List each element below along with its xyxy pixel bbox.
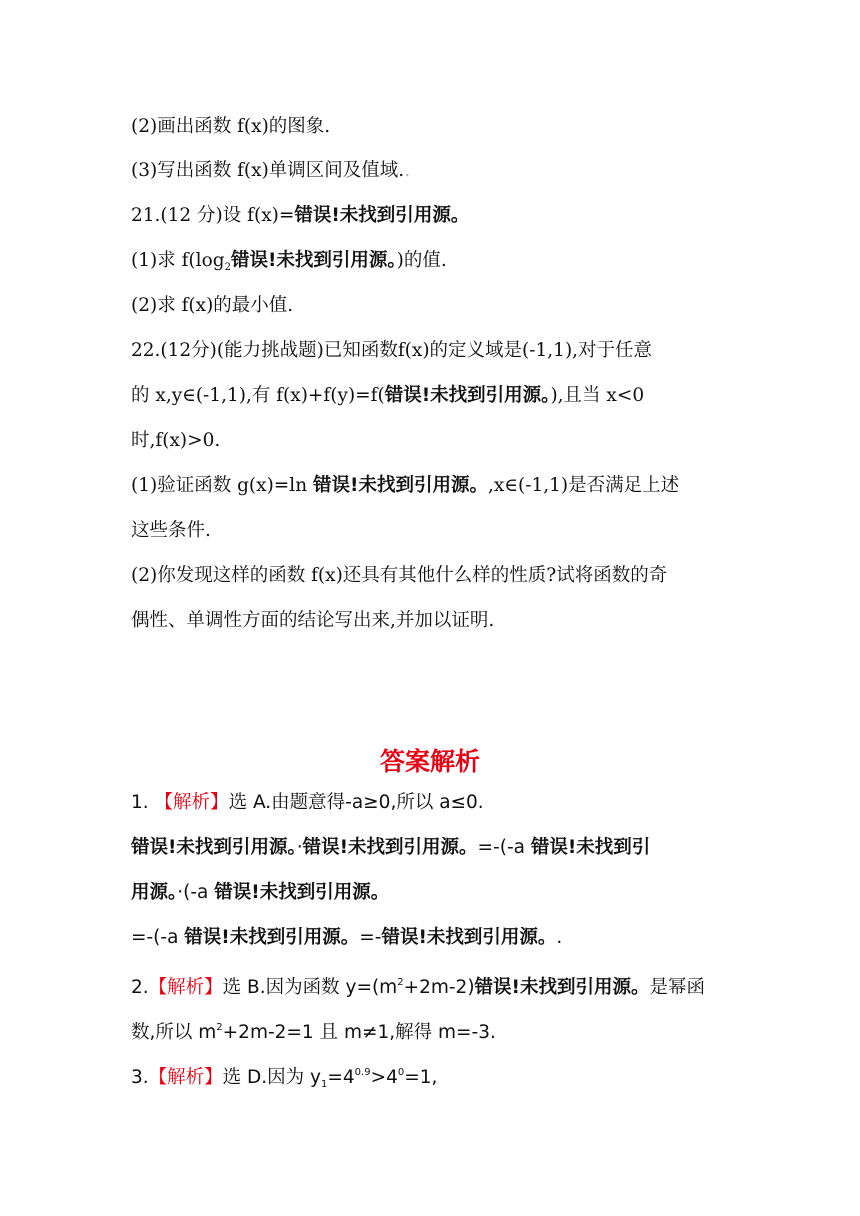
answer-1 [131,790,731,816]
answer-1-line4 [131,925,731,951]
analysis-tag: 【解析】 [148,1067,223,1088]
exponent: 2 [216,1022,223,1033]
analysis-tag: 【解析】 [148,977,223,998]
q22-part2-line1 [131,563,731,589]
answer-3-number: 3. [131,1067,149,1088]
q22-part1-pre: (1)验证函数 g(x)=ln [131,475,314,496]
q21-part1-pre: (1)求 f(log [131,250,225,271]
answer-1-dot: · [296,837,303,858]
q22-line1-text: 22.(12分)(能力挑战题)已知函数f(x)的定义域是(-1,1),对于任意 [131,340,653,361]
q22-part1-line2-text: 这些条件. [131,520,211,541]
q21-part2 [131,293,731,319]
exponent: 0.9 [354,1067,371,1078]
ref-error: 错误!未找到引用源。 [384,385,551,406]
answer-1-expr4: =- [359,927,382,948]
q22-part2-line2-text: 偶性、单调性方面的结论写出来,并加以证明. [131,610,495,631]
q21-part1 [131,248,731,281]
q22-line2-post: ),且当 x<0 [550,385,645,406]
q21-part1-post: )的值. [396,250,447,271]
q21-heading [131,203,731,229]
answer-1-text: 选 A.由题意得-a≥0,所以 a≤0. [228,792,484,813]
answer-2-line2-pre: 数,所以 m [131,1022,217,1043]
subscript: 1 [321,1079,328,1090]
answer-3-pre: 选 D.因为 y [222,1067,322,1088]
answer-2 [131,970,731,1001]
answer-1-number: 1. [131,792,155,813]
answer-3-mid2: >4 [370,1067,398,1088]
q22-line3 [131,428,731,454]
q22-part1-post: ,x∈(-1,1)是否满足上述 [487,475,680,496]
ref-error: 错误!未找到引用源。 [294,205,470,226]
q22-part1-line2 [131,518,731,544]
q22-line2 [131,383,731,409]
ref-error: 错误!未找到引用源。 [313,475,488,496]
answer-3-post: =1, [404,1067,438,1088]
q21-heading-text: 21.(12 分)设 f(x)= [131,205,295,226]
q20-part3-text: (3)写出函数 f(x)单调区间及值域. [131,160,405,181]
q22-line2-pre: 的 x,y∈(-1,1),有 f(x)+f(y)=f( [131,385,385,406]
answer-2-text-pre: 选 B.因为函数 y=(m [222,977,398,998]
answer-1-end: . [556,927,563,948]
q22-part1 [131,473,731,499]
answer-1-expr2: ·(-a [177,882,215,903]
answer-2-line2 [131,1015,731,1046]
q21-part2-text: (2)求 f(x)的最小值. [131,295,294,316]
answer-2-tail: 是幂函 [649,977,706,998]
log-base: 2 [224,262,231,273]
answer-1-expr3: =-(-a [131,927,185,948]
answer-3-mid: =4 [327,1067,355,1088]
analysis-tag: 【解析】 [154,792,229,813]
q22-line1 [131,338,731,364]
q20-part3 [131,158,731,184]
answer-2-number: 2. [131,977,149,998]
answer-1-line3 [131,880,731,906]
q20-part2-text: (2)画出函数 f(x)的图象. [131,116,331,137]
ref-error: 错误!未找到引用源。 [214,882,390,903]
ref-error: 错误!未找到引用源。 [184,927,360,948]
q20-part2 [131,114,731,140]
exponent: 2 [397,977,404,988]
ref-error: 错误!未找到引用源。 [131,837,297,858]
ref-error: 错误!未找到引 [530,837,651,858]
q22-part2-line1-text: (2)你发现这样的函数 f(x)还具有其他什么样的性质?试将函数的奇 [131,565,668,586]
answers-heading: 答案解析 [379,747,480,776]
q22-part2-line2 [131,608,731,634]
ref-error: 错误!未找到引用源。 [302,837,478,858]
ref-error: 错误!未找到引用源。 [230,250,397,271]
answer-2-text-post: +2m-2) [403,977,475,998]
ref-error-continued: 用源。 [131,882,178,903]
q20-part3-tail: . [404,160,411,181]
answer-3 [131,1060,731,1098]
answer-1-expr: =-(-a [477,837,531,858]
ref-error: 错误!未找到引用源。 [381,927,557,948]
answer-1-line2 [131,835,731,861]
exponent: 0 [397,1067,405,1078]
q22-line3-text: 时,f(x)>0. [131,430,221,451]
ref-error: 错误!未找到引用源。 [474,977,650,998]
answer-2-line2-post: +2m-2=1 且 m≠1,解得 m=-3. [222,1022,496,1043]
